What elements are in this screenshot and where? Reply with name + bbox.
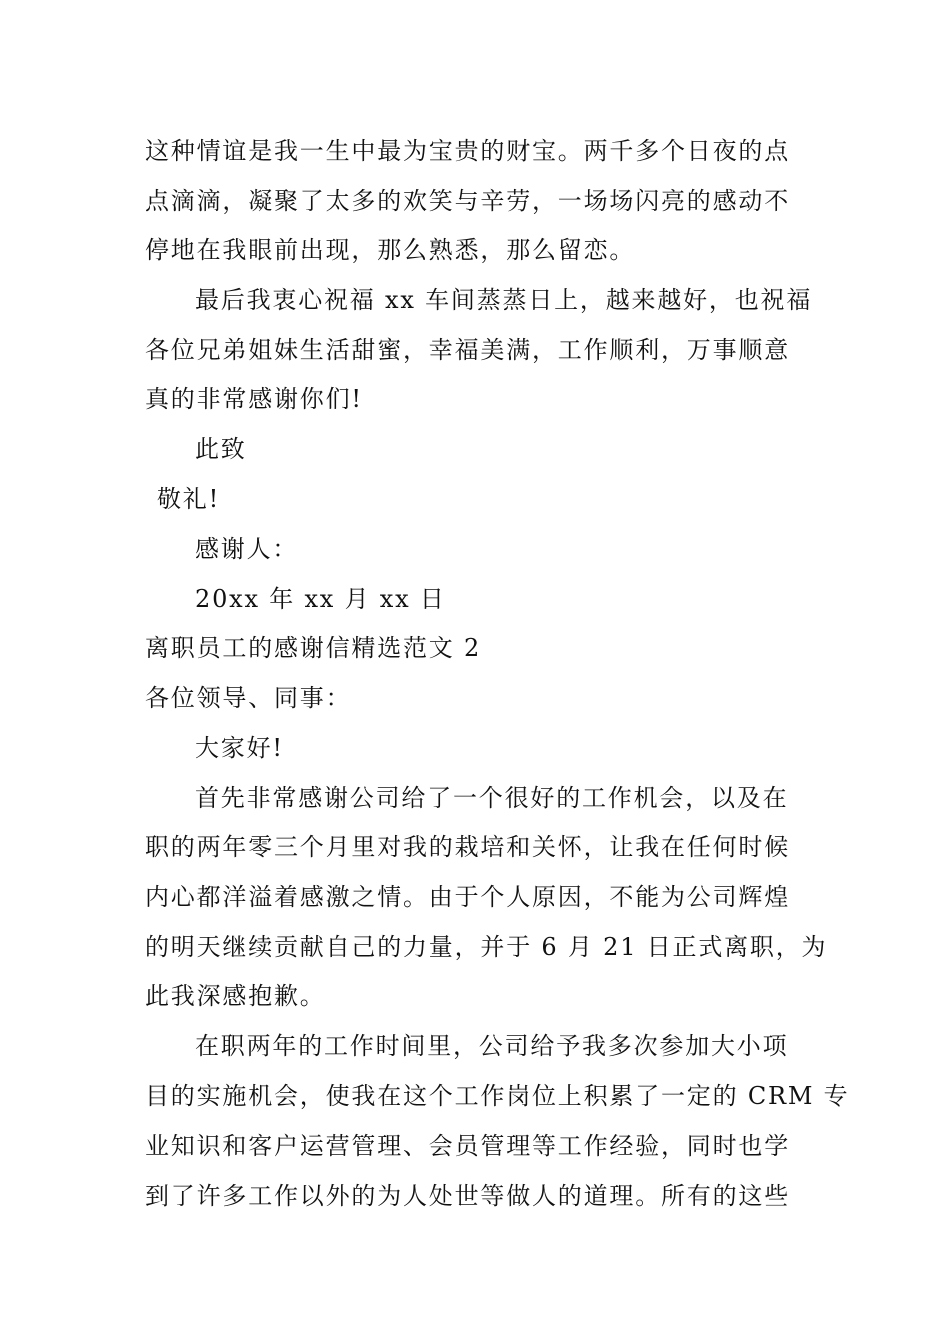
text-line: 各位兄弟姐妹生活甜蜜，幸福美满，工作顺利，万事顺意	[145, 336, 790, 364]
text-line: 点滴滴，凝聚了太多的欢笑与辛劳，一场场闪亮的感动不	[145, 187, 790, 215]
text-line: 到了许多工作以外的为人处世等做人的道理。所有的这些	[145, 1182, 790, 1210]
greeting: 大家好!	[195, 734, 284, 762]
text-line: 在职两年的工作时间里，公司给予我多次参加大小项	[195, 1032, 789, 1060]
signature-label: 感谢人：	[195, 535, 299, 563]
date-line: 20xx 年 xx 月 xx 日	[195, 585, 446, 613]
closing-salutation: 此致	[195, 435, 247, 463]
text-line: 首先非常感谢公司给了一个很好的工作机会，以及在	[195, 784, 789, 812]
text-line: 真的非常感谢你们!	[145, 385, 363, 413]
text-line: 这种情谊是我一生中最为宝贵的财宝。两千多个日夜的点	[145, 137, 790, 165]
text-line: 最后我衷心祝福 xx 车间蒸蒸日上，越来越好，也祝福	[195, 286, 813, 314]
closing-regards: 敬礼!	[157, 485, 221, 513]
text-line: 业知识和客户运营管理、会员管理等工作经验，同时也学	[145, 1132, 790, 1160]
greeting-recipients: 各位领导、同事：	[145, 684, 352, 712]
text-line: 目的实施机会，使我在这个工作岗位上积累了一定的 CRM 专	[145, 1082, 850, 1110]
text-line: 此我深感抱歉。	[145, 982, 326, 1010]
text-line: 的明天继续贡献自己的力量，并于 6 月 21 日正式离职，为	[145, 933, 828, 961]
text-line: 职的两年零三个月里对我的栽培和关怀，让我在任何时候	[145, 833, 790, 861]
section-title: 离职员工的感谢信精选范文 2	[145, 634, 482, 662]
text-line: 停地在我眼前出现，那么熟悉，那么留恋。	[145, 236, 636, 264]
text-line: 内心都洋溢着感激之情。由于个人原因，不能为公司辉煌	[145, 883, 790, 911]
